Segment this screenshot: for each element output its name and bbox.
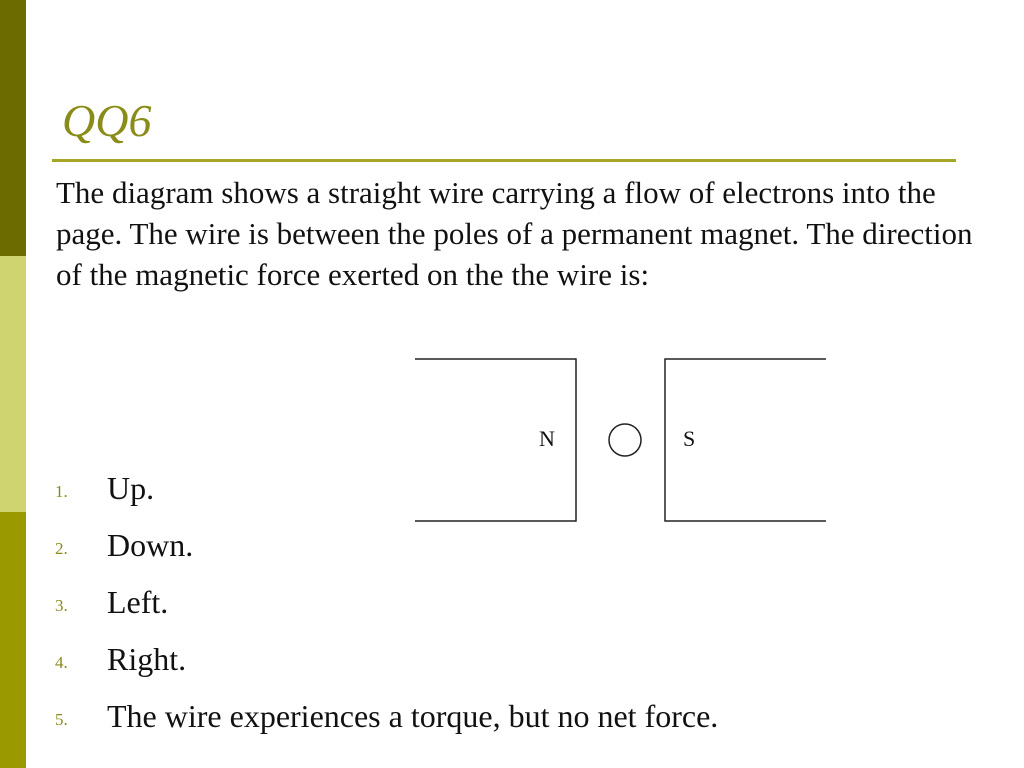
magnet-diagram-svg (400, 350, 840, 530)
answer-number: 3. (55, 596, 68, 615)
decor-stripe-top (0, 0, 26, 256)
title-underline (52, 159, 956, 162)
answer-text: The wire experiences a torque, but no net force. (107, 698, 719, 734)
answer-text: Left. (107, 584, 169, 620)
decor-stripe-bottom (0, 512, 26, 768)
magnet-diagram (400, 350, 840, 530)
answer-text: Right. (107, 641, 187, 677)
north-pole-label: N (539, 426, 555, 451)
answer-number: 2. (55, 539, 68, 558)
wire-cross-section (609, 424, 641, 456)
south-pole-label: S (683, 426, 696, 451)
decor-stripe-middle (0, 256, 26, 512)
answer-text: Down. (107, 527, 194, 563)
answer-number: 4. (55, 653, 68, 672)
question-text: The diagram shows a straight wire carrying a flow of electrons into the page. The wire is between the poles of a permanent magnet. The direction of the magnetic force exerted on the the wire is: (56, 175, 973, 292)
slide-title: QQ6 (62, 95, 152, 146)
answer-number: 1. (55, 482, 68, 501)
answer-number: 5. (55, 710, 68, 729)
answer-text: Up. (107, 470, 155, 506)
